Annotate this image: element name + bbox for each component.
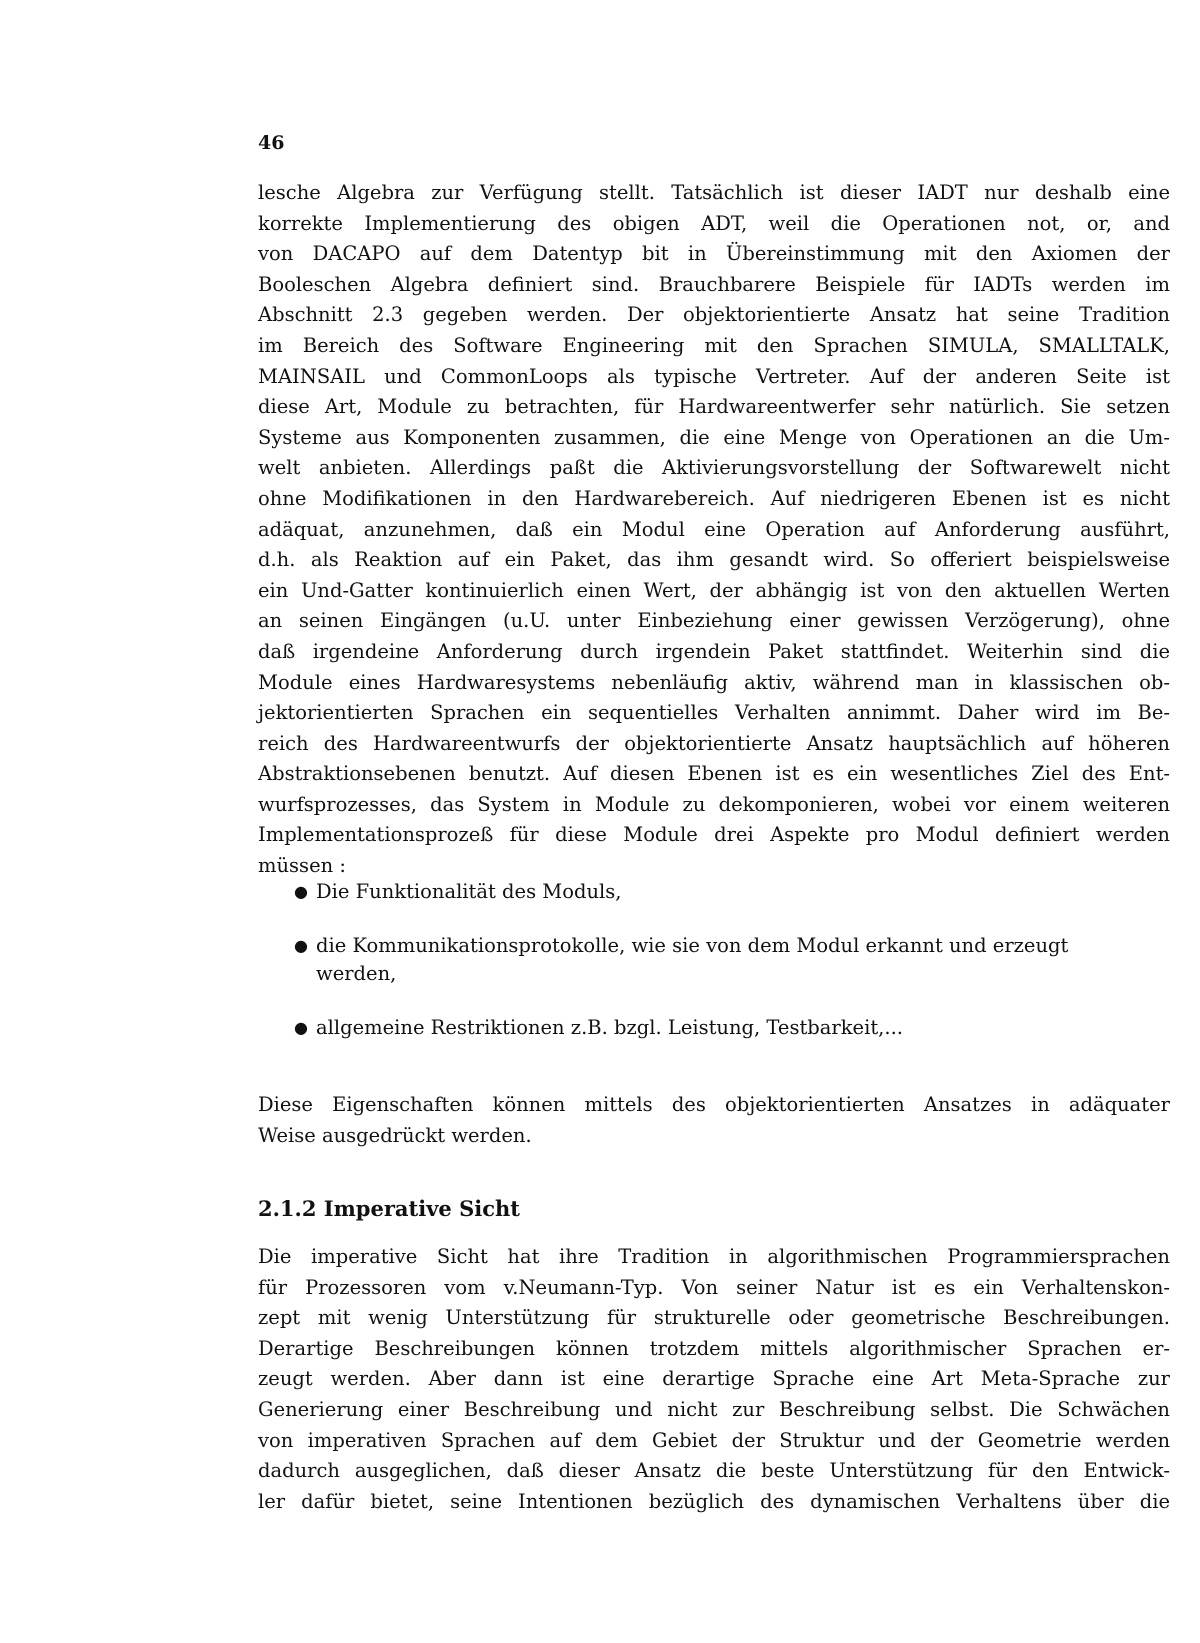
text-line: ler dafür bietet, seine Intentionen bezüglich des dynamischen Verhaltens über die	[258, 1489, 1170, 1513]
text-line: daß irgendeine Anforderung durch irgendein Paket stattfindet. Weiterhin sind die	[258, 639, 1170, 663]
bullet-text: allgemeine Restriktionen z.B. bzgl. Leistung, Testbarkeit,...	[316, 1016, 903, 1039]
text-line: von imperativen Sprachen auf dem Gebiet der Struktur und der Geometrie werden	[258, 1428, 1170, 1452]
bullet-text: Die Funktionalität des Moduls,	[316, 880, 622, 903]
bullet-text: werden,	[316, 962, 397, 985]
paragraph-3	[258, 1242, 1170, 1517]
text-line: welt anbieten. Allerdings paßt die Aktivierungsvorstellung der Softwarewelt nicht	[258, 456, 1170, 480]
text-line: müssen :	[258, 854, 346, 878]
bullet-item	[258, 1014, 1170, 1042]
paragraph-2	[258, 1090, 1170, 1151]
text-line: ein Und-Gatter kontinuierlich einen Wert, der abhängig ist von den aktuellen Werten	[258, 578, 1170, 602]
page-number: 46	[258, 132, 285, 154]
text-line: Systeme aus Komponenten zusammen, die eine Menge von Operationen an die Um-	[258, 425, 1170, 449]
text-line: Abstraktionsebenen benutzt. Auf diesen Ebenen ist es ein wesentliches Ziel des Ent-	[258, 762, 1170, 786]
text-line: wurfsprozesses, das System in Module zu dekomponieren, wobei vor einem weiteren	[258, 792, 1170, 816]
text-line: zept mit wenig Unterstützung für strukturelle oder geometrische Beschreibungen.	[258, 1306, 1170, 1330]
paragraph-1	[258, 178, 1170, 882]
bullet-dot-icon: ●	[294, 936, 308, 955]
bullet-dot-icon: ●	[294, 882, 308, 901]
text-line: diese Art, Module zu betrachten, für Hardwareentwerfer sehr natürlich. Sie setzen	[258, 395, 1170, 419]
text-line: jektorientierten Sprachen ein sequentielles Verhalten annimmt. Daher wird im Be-	[258, 701, 1170, 725]
text-line: dadurch ausgeglichen, daß dieser Ansatz die beste Unterstützung für den Entwick-	[258, 1459, 1170, 1483]
text-line: korrekte Implementierung des obigen ADT, weil die Operationen not, or, and	[258, 211, 1170, 235]
text-line: für Prozessoren vom v.Neumann-Typ. Von seiner Natur ist es ein Verhaltenskon-	[258, 1275, 1170, 1299]
text-line: Diese Eigenschaften können mittels des objektorientierten Ansatzes in adäquater	[258, 1093, 1170, 1116]
bullet-list	[258, 878, 1170, 1064]
text-line: MAINSAIL und CommonLoops als typische Vertreter. Auf der anderen Seite ist	[258, 364, 1170, 388]
section-heading: 2.1.2 Imperative Sicht	[258, 1196, 520, 1221]
text-line: lesche Algebra zur Verfügung stellt. Tatsächlich ist dieser IADT nur deshalb eine	[258, 181, 1170, 204]
text-line: Die imperative Sicht hat ihre Tradition in algorithmischen Programmiersprachen	[258, 1245, 1170, 1268]
bullet-item	[258, 932, 1170, 988]
bullet-text: die Kommunikationsprotokolle, wie sie von dem Modul erkannt und erzeugt	[316, 934, 1069, 957]
text-line: Booleschen Algebra definiert sind. Brauchbarere Beispiele für IADTs werden im	[258, 272, 1170, 296]
bullet-item	[258, 878, 1170, 906]
text-line: reich des Hardwareentwurfs der objektorientierte Ansatz hauptsächlich auf höheren	[258, 731, 1170, 755]
text-line: adäquat, anzunehmen, daß ein Modul eine Operation auf Anforderung ausführt,	[258, 517, 1170, 541]
text-line: zeugt werden. Aber dann ist eine derartige Sprache eine Art Meta-Sprache zur	[258, 1367, 1170, 1391]
text-line: Generierung einer Beschreibung und nicht zur Beschreibung selbst. Die Schwächen	[258, 1397, 1170, 1421]
text-line: ohne Modifikationen in den Hardwarebereich. Auf niedrigeren Ebenen ist es nicht	[258, 486, 1170, 510]
bullet-dot-icon: ●	[294, 1018, 308, 1037]
text-line: von DACAPO auf dem Datentyp bit in Übereinstimmung mit den Axiomen der	[258, 242, 1170, 266]
text-line: Derartige Beschreibungen können trotzdem mittels algorithmischer Sprachen er-	[258, 1336, 1170, 1360]
text-line: an seinen Eingängen (u.U. unter Einbeziehung einer gewissen Verzögerung), ohne	[258, 609, 1170, 633]
text-line: d.h. als Reaktion auf ein Paket, das ihm gesandt wird. So offeriert beispielsweise	[258, 548, 1170, 572]
text-line: Abschnitt 2.3 gegeben werden. Der objektorientierte Ansatz hat seine Tradition	[258, 303, 1170, 327]
text-line: Implementationsprozeß für diese Module drei Aspekte pro Modul definiert werden	[258, 823, 1170, 847]
text-line: im Bereich des Software Engineering mit den Sprachen SIMULA, SMALLTALK,	[258, 333, 1170, 357]
text-line: Weise ausgedrückt werden.	[258, 1123, 532, 1147]
text-line: Module eines Hardwaresystems nebenläufig aktiv, während man in klassischen ob-	[258, 670, 1170, 694]
